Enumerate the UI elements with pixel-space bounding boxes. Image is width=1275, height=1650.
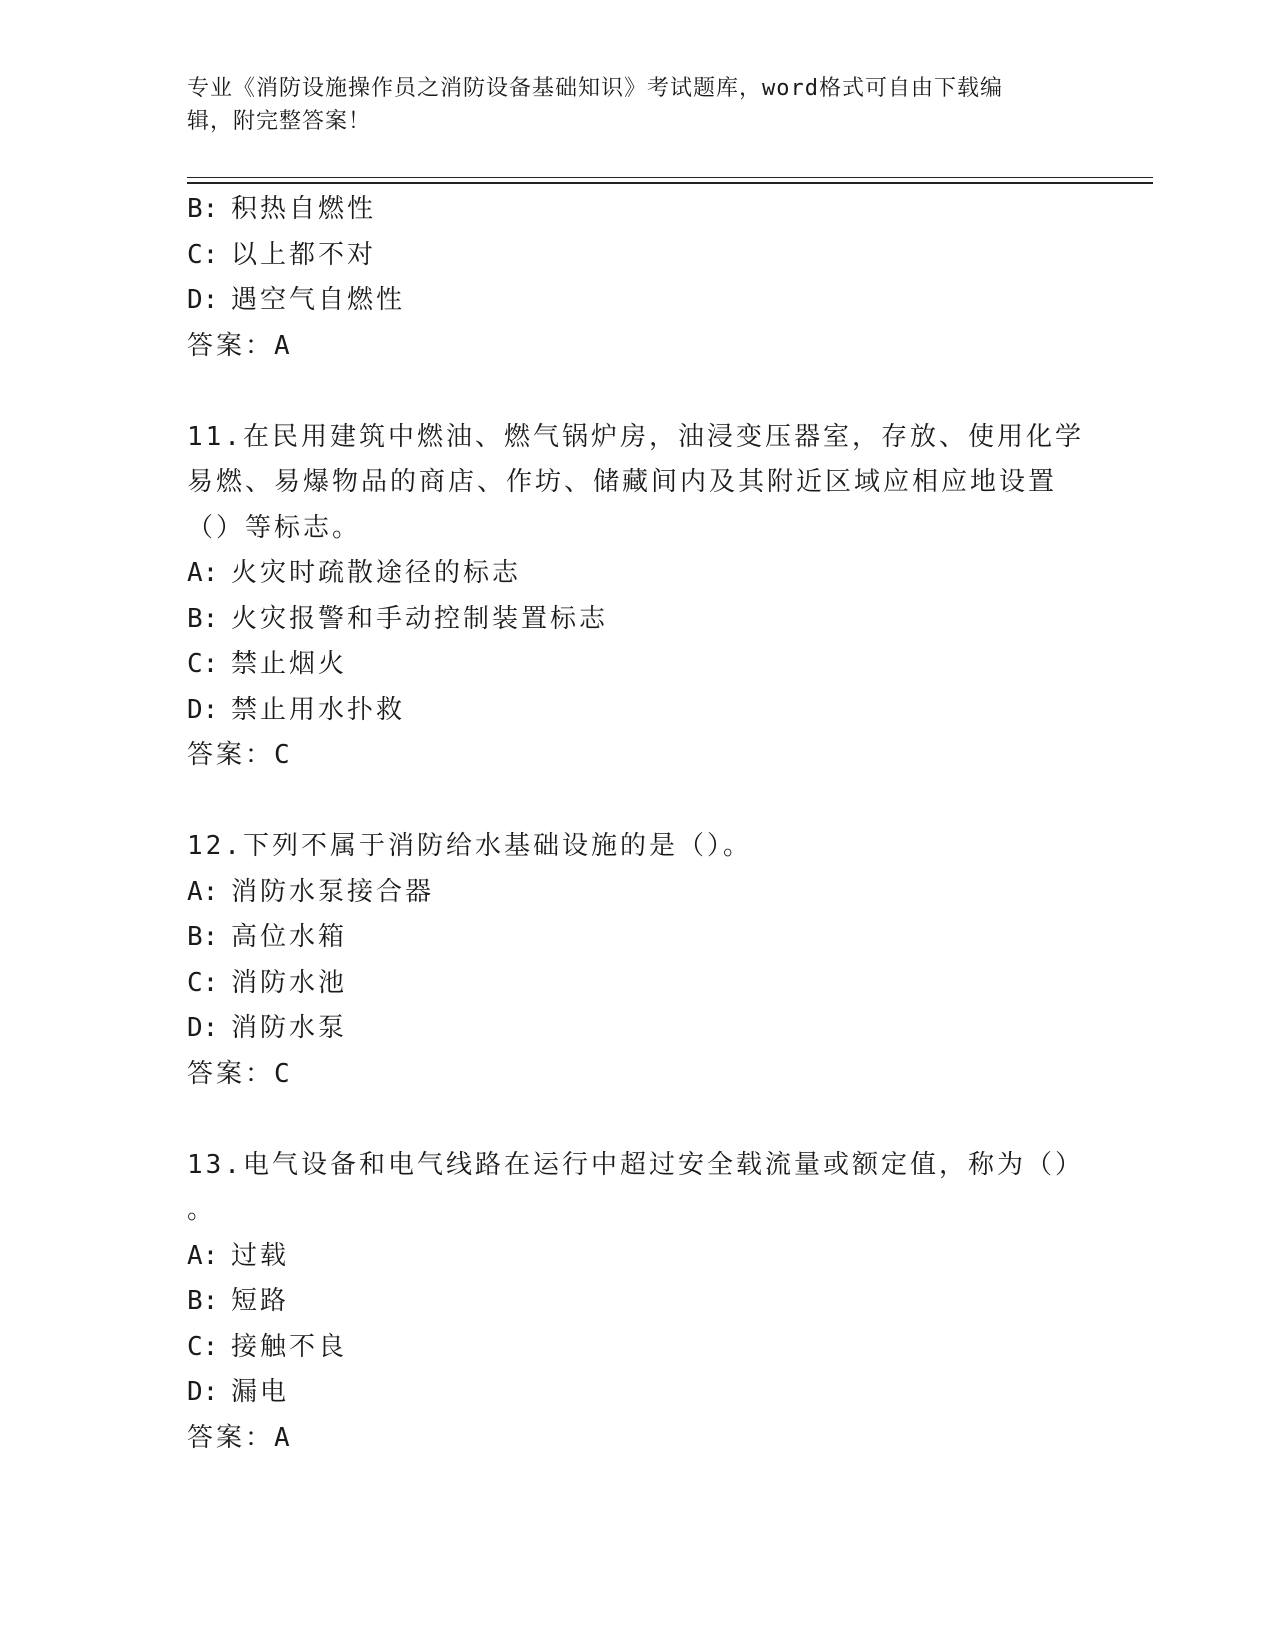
option-c: C: 禁止烟火	[187, 649, 348, 679]
question-10-continued	[187, 187, 1087, 369]
option-a: A: 过载	[187, 1240, 290, 1271]
question-text-line: 易燃、易爆物品的商店、作坊、储藏间内及其附近区域应相应地设置	[187, 467, 1058, 497]
question-13	[187, 1143, 1087, 1462]
question-text-line: 。	[187, 1195, 217, 1225]
answer: 答案：C	[187, 740, 293, 770]
answer: 答案：C	[187, 1058, 293, 1089]
option-b: B: 火灾报警和手动控制装置标志	[187, 603, 609, 634]
option-b: B: 积热自燃性	[187, 194, 377, 224]
header-line-2: 辑，附完整答案！	[187, 109, 372, 134]
option-b: B: 高位水箱	[187, 922, 348, 952]
question-12	[187, 824, 1087, 1097]
option-c: C: 消防水池	[187, 967, 348, 998]
option-c: C: 接触不良	[187, 1331, 348, 1362]
question-11	[187, 415, 1087, 779]
option-c: C: 以上都不对	[187, 239, 377, 270]
option-d: D: 遇空气自燃性	[187, 285, 406, 315]
question-text-line: （）等标志。	[187, 512, 362, 543]
question-list	[187, 187, 1087, 1461]
header-rule-thick	[187, 182, 1153, 184]
answer: 答案：A	[187, 330, 293, 361]
option-a: A: 火灾时疏散途径的标志	[187, 558, 522, 588]
option-d: D: 消防水泵	[187, 1013, 348, 1043]
document-header	[187, 72, 1087, 138]
question-text-line: 13.电气设备和电气线路在运行中超过安全载流量或额定值，称为（）	[187, 1149, 1084, 1180]
option-d: D: 漏电	[187, 1377, 290, 1407]
question-text-line: 11.在民用建筑中燃油、燃气锅炉房，油浸变压器室，存放、使用化学	[187, 421, 1084, 452]
option-a: A: 消防水泵接合器	[187, 876, 435, 907]
header-rule-thin	[187, 177, 1153, 178]
option-b: B: 短路	[187, 1286, 290, 1316]
header-line-1: 专业《消防设施操作员之消防设备基础知识》考试题库，word格式可自由下载编	[187, 76, 1003, 101]
option-d: D: 禁止用水扑救	[187, 694, 406, 725]
answer: 答案：A	[187, 1422, 293, 1453]
question-text-line: 12.下列不属于消防给水基础设施的是（）。	[187, 831, 752, 861]
